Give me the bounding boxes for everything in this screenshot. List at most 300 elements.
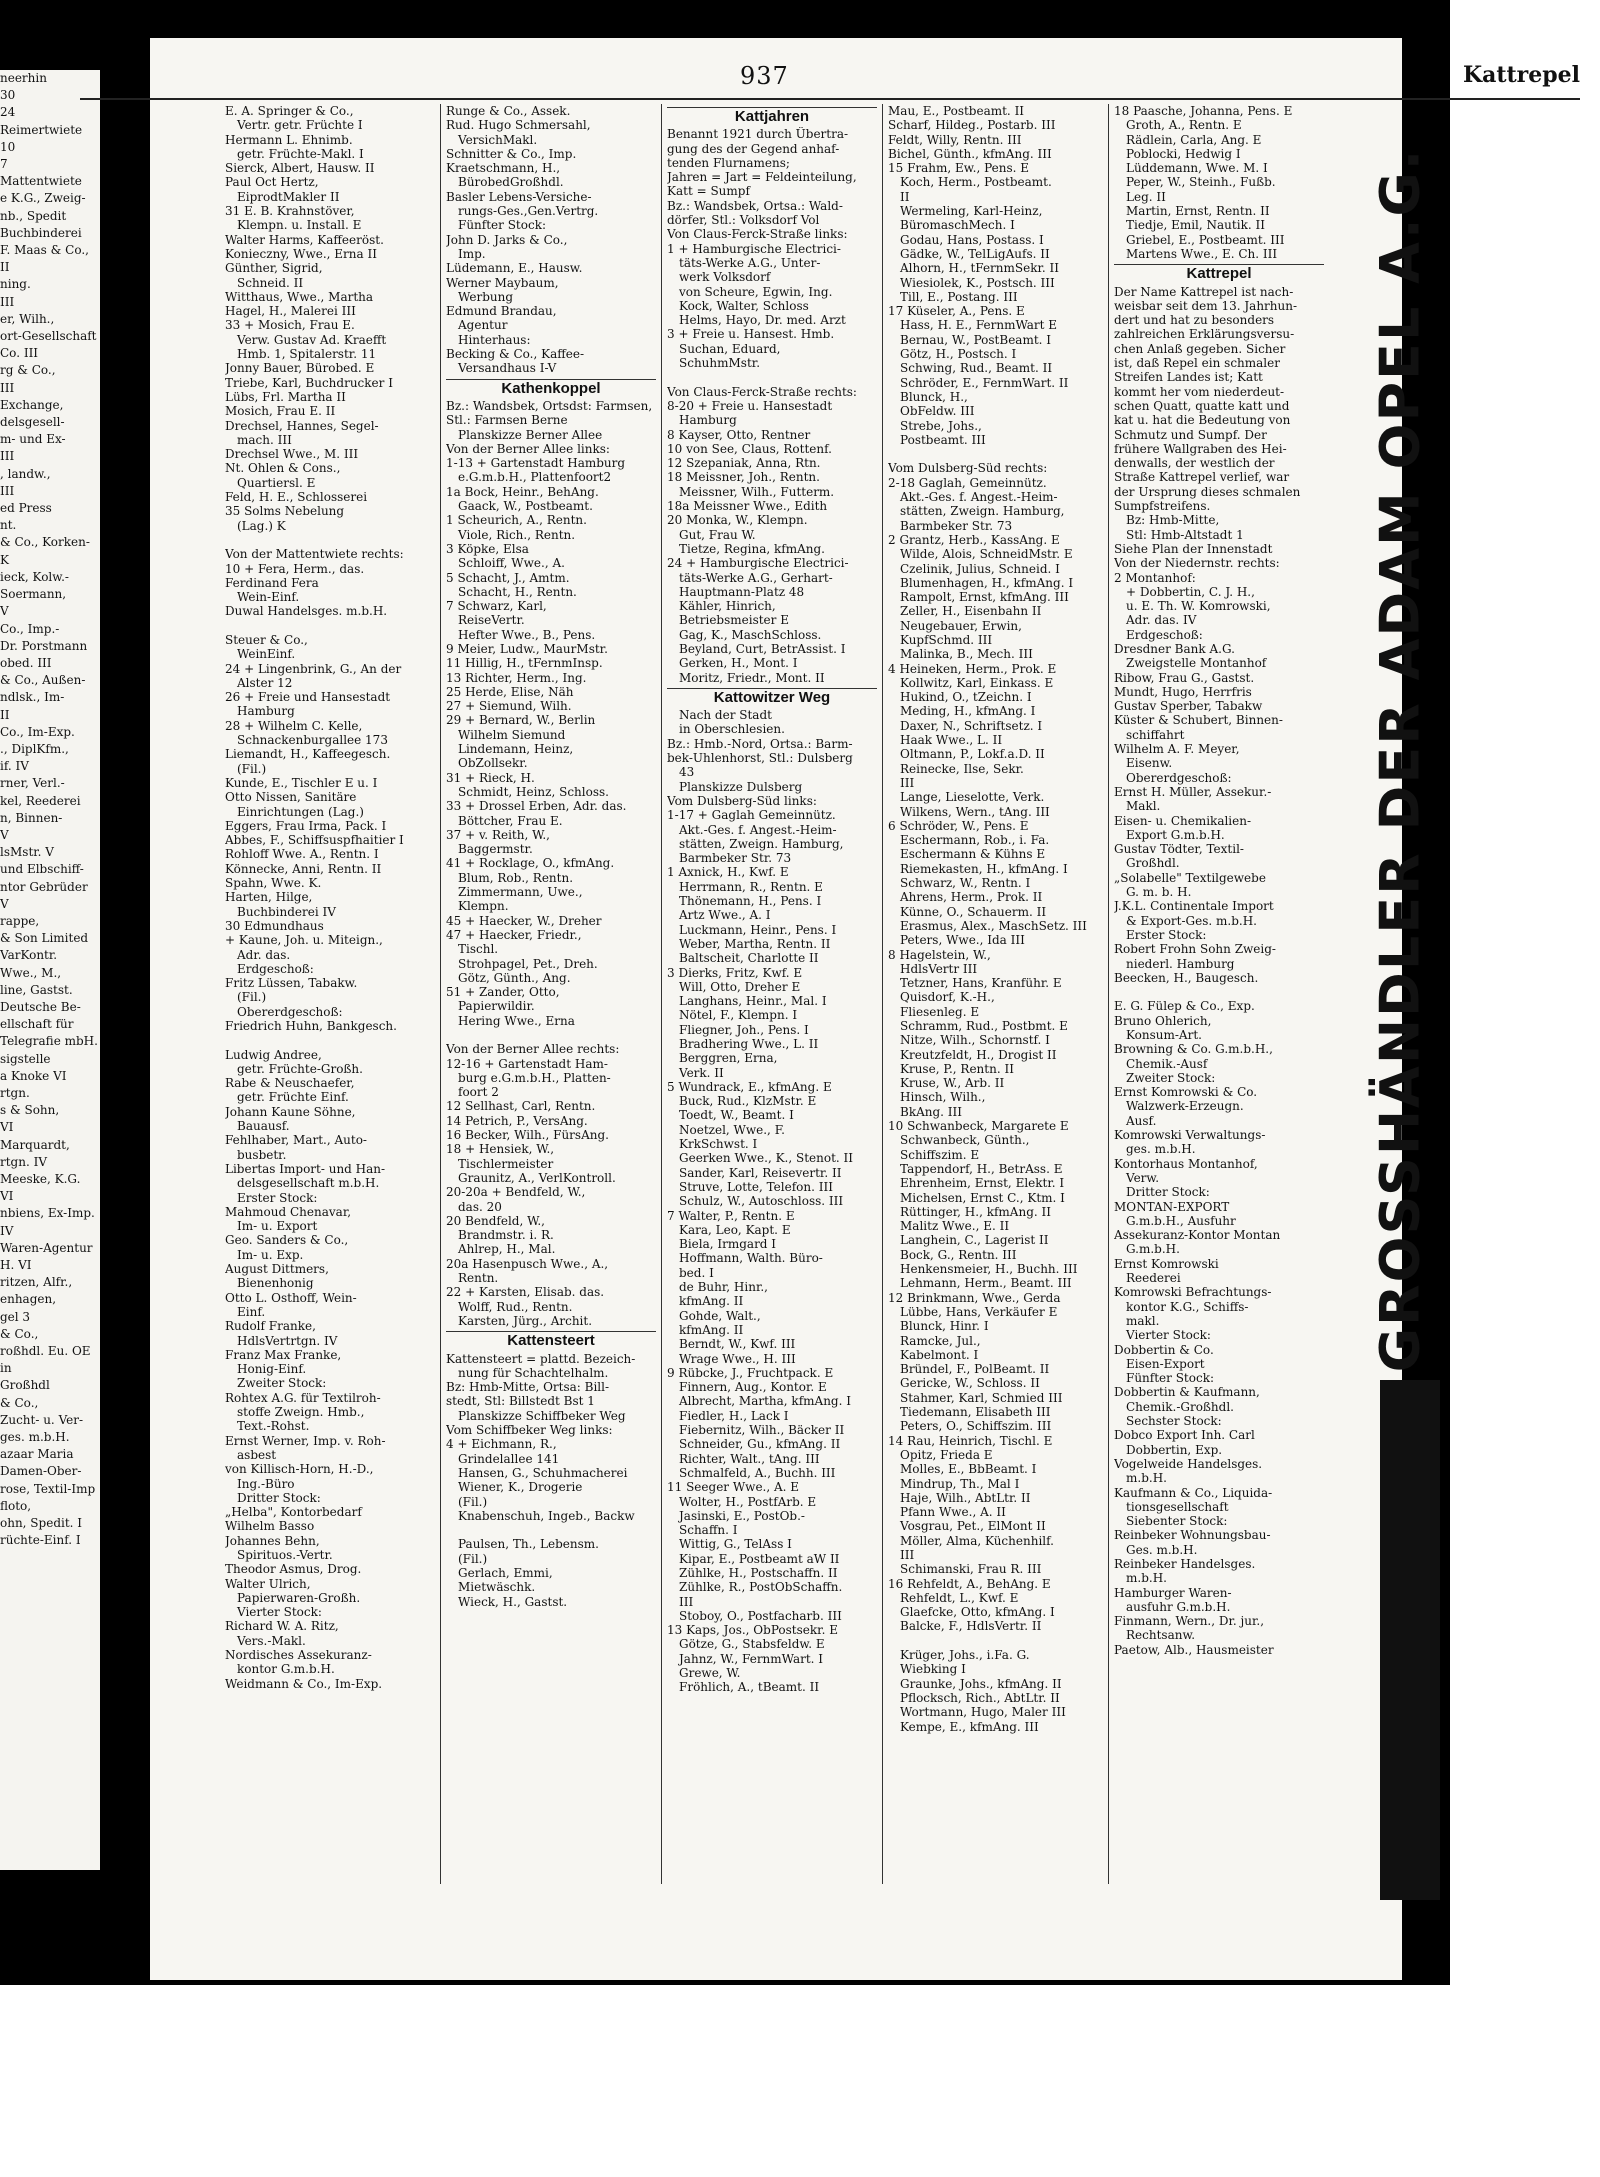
directory-entry: Hefter Wwe., B., Pens.	[446, 627, 596, 642]
directory-entry: u. E. Th. W. Komrowski,	[1114, 599, 1271, 614]
directory-entry: Gut, Frau W.	[667, 527, 756, 542]
directory-entry: Rentn.	[446, 1271, 499, 1286]
directory-entry: KupfSchmd. III	[888, 632, 993, 647]
directory-entry: Rohloff Wwe. A., Rentn. I	[225, 847, 379, 862]
directory-entry: 1 Scheurich, A., Rentn.	[446, 513, 587, 528]
directory-entry: Grewe, W.	[667, 1666, 741, 1681]
directory-entry: III	[888, 1547, 915, 1562]
directory-entry: Verw.	[1114, 1170, 1160, 1185]
directory-entry: Wermeling, Karl-Heinz,	[888, 204, 1043, 219]
directory-entry: SchuhmMstr.	[667, 356, 761, 371]
fragment-line: & Son Limited	[0, 931, 89, 946]
directory-entry: Klempn. u. Install. E	[225, 218, 362, 233]
directory-entry: Von Claus-Ferck-Straße rechts:	[667, 384, 857, 399]
fragment-line: und Elbschiff-	[0, 862, 84, 877]
directory-entry: Im- u. Export	[225, 1219, 318, 1234]
fragment-line: floto,	[0, 1498, 32, 1513]
directory-entry: stoffe Zweign. Hmb.,	[225, 1405, 365, 1420]
directory-entry: Noetzel, Wwe., F.	[667, 1122, 785, 1137]
directory-entry: (Fil.)	[225, 990, 267, 1005]
directory-entry: 16 Becker, Wilh., FürsAng.	[446, 1128, 609, 1143]
directory-entry: Lindemann, Heinz,	[446, 742, 574, 757]
directory-entry: Wiener, K., Drogerie	[446, 1480, 583, 1495]
directory-entry: Kähler, Hinrich,	[667, 599, 776, 614]
directory-entry: Henkensmeier, H., Buchh. III	[888, 1262, 1078, 1277]
directory-entry: Martens Wwe., E. Ch. III	[1114, 246, 1278, 261]
directory-entry: Robert Frohn Sohn Zweig-	[1114, 942, 1276, 957]
directory-entry: Bruno Ohlerich,	[1114, 1013, 1212, 1028]
directory-entry: Viole, Rich., Rentn.	[446, 527, 576, 542]
fragment-line: ohn, Spedit. I	[0, 1516, 83, 1531]
directory-entry: Erdgeschoß:	[225, 961, 314, 976]
directory-entry: III	[888, 775, 915, 790]
directory-entry: HdlsVertr III	[888, 961, 978, 976]
directory-entry: BüromaschMech. I	[888, 218, 1015, 233]
left-page-fragment	[0, 70, 100, 1870]
directory-entry: 12 Brinkmann, Wwe., Gerda	[888, 1290, 1061, 1305]
fragment-line: V	[0, 604, 9, 619]
directory-entry: Oltmann, P., Lokf.a.D. II	[888, 747, 1045, 762]
directory-entry: Zühlke, R., PostObSchaffn.	[667, 1580, 843, 1595]
directory-entry: Feldt, Willy, Rentn. III	[888, 132, 1022, 147]
directory-entry: Leg. II	[1114, 189, 1166, 204]
directory-entry: Otto Nissen, Sanitäre	[225, 790, 357, 805]
fragment-line: m- und Ex-	[0, 432, 66, 447]
directory-entry: stätten, Zweign. Hamburg,	[667, 836, 844, 851]
directory-entry: busbetr.	[225, 1147, 287, 1162]
fragment-line: II	[0, 707, 10, 722]
directory-entry: Adr. das. IV	[1114, 613, 1197, 628]
directory-entry: ges. m.b.H.	[1114, 1142, 1196, 1157]
directory-entry: BkAng. III	[888, 1104, 963, 1119]
directory-entry: 18 Meissner, Joh., Rentn.	[667, 470, 820, 485]
directory-entry: Vierter Stock:	[1114, 1328, 1211, 1343]
directory-entry: Kruse, P., Rentn. II	[888, 1061, 1014, 1076]
directory-entry: Eisen-Export	[1114, 1356, 1205, 1371]
directory-entry: Dobco Export Inh. Carl	[1114, 1428, 1255, 1443]
directory-entry: Einrichtungen (Lag.)	[225, 804, 364, 819]
street-heading: Kattjahren	[734, 108, 810, 125]
fragment-line: VI	[0, 1189, 14, 1204]
directory-entry: 1a Bock, Heinr., BehAng.	[446, 484, 599, 499]
directory-entry: Albrecht, Martha, kfmAng. I	[667, 1394, 851, 1409]
directory-entry: Vom Dulsberg-Süd links:	[667, 793, 817, 808]
directory-entry: Johannes Behn,	[225, 1533, 320, 1548]
directory-entry: Fröhlich, A., tBeamt. II	[667, 1680, 820, 1695]
directory-entry: Schnackenburgallee 173	[225, 733, 388, 748]
directory-entry: BürobedGroßhdl.	[446, 175, 564, 190]
directory-entry: Vom Schiffbeker Weg links:	[446, 1423, 613, 1438]
directory-entry: Gustav Tödter, Textil-	[1114, 842, 1244, 857]
directory-entry: 3 + Freie u. Hansest. Hmb.	[667, 327, 835, 342]
directory-entry: Stahmer, Karl, Schmied III	[888, 1390, 1063, 1405]
directory-entry: Libertas Import- und Han-	[225, 1161, 386, 1176]
directory-entry: Papierwildir.	[446, 999, 535, 1014]
directory-entry: Will, Otto, Dreher E	[667, 979, 801, 994]
directory-entry: VersichMakl.	[446, 132, 538, 147]
fragment-line: roßhdl. Eu. OE	[0, 1344, 91, 1359]
directory-entry: Bock, G., Rentn. III	[888, 1247, 1017, 1262]
directory-entry: Schneider, Gu., kfmAng. II	[667, 1437, 841, 1452]
directory-entry: EiprodtMakler II	[225, 189, 340, 204]
directory-entry: de Buhr, Hinr.,	[667, 1280, 768, 1295]
directory-entry: Helms, Hayo, Dr. med. Arzt	[667, 313, 846, 328]
directory-entry: Bernau, W., PostBeamt. I	[888, 332, 1052, 347]
directory-entry: Weber, Martha, Rentn. II	[667, 936, 831, 951]
directory-entry: 30 Edmundhaus	[225, 918, 324, 933]
directory-entry: Lübs, Frl. Martha II	[225, 389, 346, 404]
directory-entry: Wortmann, Hugo, Maler III	[888, 1705, 1066, 1720]
directory-entry: mach. III	[225, 432, 292, 447]
directory-entry: Hukind, O., tZeichn. I	[888, 690, 1032, 705]
fragment-line: Deutsche Be-	[0, 999, 81, 1014]
directory-entry: Vom Dulsberg-Süd rechts:	[888, 461, 1048, 476]
directory-entry: Kontorhaus Montanhof,	[1114, 1156, 1258, 1171]
directory-entry: Barmbeker Str. 73	[888, 518, 1013, 533]
directory-entry: Ernst Werner, Imp. v. Roh-	[225, 1433, 386, 1448]
directory-entry: Schwing, Rud., Beamt. II	[888, 361, 1053, 376]
directory-entry: + Dobbertin, C. J. H.,	[1114, 584, 1255, 599]
directory-entry: 16 Rehfeldt, A., BehAng. E	[888, 1576, 1051, 1591]
directory-entry: Bz: Hmb-Mitte, Ortsa: Bill-	[446, 1380, 610, 1395]
directory-entry: G.m.b.H., Ausfuhr	[1114, 1213, 1236, 1228]
fragment-line: VarKontr.	[0, 948, 58, 963]
directory-entry: Richard W. A. Ritz,	[225, 1619, 339, 1634]
directory-entry: Kaufmann & Co., Liquida-	[1114, 1485, 1273, 1500]
directory-entry: Küster & Schubert, Binnen-	[1114, 713, 1283, 728]
fragment-line: enhagen,	[0, 1292, 57, 1307]
fragment-line: kel, Reederei	[0, 793, 81, 808]
directory-entry: 20 Monka, W., Klempn.	[667, 513, 808, 528]
column-5	[1114, 104, 1324, 1884]
directory-entry: (Fil.)	[446, 1494, 488, 1509]
directory-entry: 1-17 + Gaglah Gemeinnütz.	[667, 808, 836, 823]
directory-entry	[667, 370, 877, 384]
directory-entry: Vers.-Makl.	[225, 1633, 306, 1648]
directory-entry: Hass, H. E., FernmWart E	[888, 318, 1058, 333]
directory-entry: Godau, Hans, Postass. I	[888, 232, 1044, 247]
directory-entry: Wieck, H., Gastst.	[446, 1594, 568, 1609]
directory-entry: Suchan, Eduard,	[667, 341, 781, 356]
directory-entry: Vertr. getr. Früchte I	[225, 118, 363, 133]
directory-entry: Neugebauer, Erwin,	[888, 618, 1022, 633]
directory-entry: ausfuhr G.m.b.H.	[1114, 1599, 1231, 1614]
directory-entry: Götz, Günth., Ang.	[446, 970, 571, 985]
directory-entry: Dobbertin, Exp.	[1114, 1442, 1223, 1457]
directory-entry: Drechsel Wwe., M. III	[225, 447, 359, 462]
directory-entry: Fritz Lüssen, Tabakw.	[225, 976, 358, 991]
fragment-line: a Knoke VI	[0, 1068, 67, 1083]
fragment-line: 10	[0, 139, 16, 154]
directory-entry: 2-18 Gaglah, Gemeinnütz.	[888, 475, 1047, 490]
directory-entry: Browning & Co. G.m.b.H.,	[1114, 1042, 1273, 1057]
fragment-line: III	[0, 449, 15, 464]
directory-entry: Hering Wwe., Erna	[446, 1013, 575, 1028]
directory-entry: Berggren, Erna,	[667, 1051, 778, 1066]
fragment-line: in	[0, 1361, 12, 1376]
directory-entry: Kreutzfeldt, H., Drogist II	[888, 1047, 1057, 1062]
directory-entry: Werbung	[446, 289, 514, 304]
directory-entry: Fiebernitz, Wilh., Bäcker II	[667, 1423, 845, 1438]
directory-entry: Molles, E., BbBeamt. I	[888, 1462, 1037, 1477]
directory-entry: Verw. Gustav Ad. Kraefft	[225, 332, 387, 347]
directory-entry: 20-20a + Bendfeld, W.,	[446, 1185, 586, 1200]
fragment-line: V	[0, 896, 9, 911]
directory-entry: Gag, K., MaschSchloss.	[667, 627, 822, 642]
directory-entry: 4 + Eichmann, R.,	[446, 1437, 557, 1452]
directory-entry: Baggermstr.	[446, 842, 533, 857]
directory-entry: Zweiter Stock:	[225, 1376, 327, 1391]
fragment-line: ntor Gebrüder	[0, 879, 88, 894]
directory-entry: Jahren = Jart = Feldeinteilung,	[667, 170, 857, 185]
directory-entry: 45 + Haecker, W., Dreher	[446, 913, 602, 928]
fragment-line: rtgn. IV	[0, 1154, 48, 1169]
directory-entry: Meding, H., kfmAng. I	[888, 704, 1036, 719]
fragment-line: ., DiplKfm.,	[0, 741, 69, 756]
street-heading: Kattowitzer Weg	[713, 688, 831, 706]
fragment-line: s & Sohn,	[0, 1103, 60, 1118]
directory-entry: kfmAng. II	[667, 1294, 744, 1309]
fragment-line: Reimertwiete	[0, 122, 83, 137]
directory-entry: Balcke, F., HdlsVertr. II	[888, 1619, 1042, 1634]
directory-entry: Groth, A., Rentn. E	[1114, 118, 1242, 133]
directory-entry: KrkSchwst. I	[667, 1137, 758, 1152]
directory-entry: Ahlrep, H., Mal.	[446, 1242, 556, 1257]
directory-entry: 11 Hillig, H., tFernmInsp.	[446, 656, 603, 671]
directory-entry: Von der Berner Allee rechts:	[446, 1042, 620, 1057]
directory-entry: getr. Früchte-Großh.	[225, 1061, 363, 1076]
directory-entry: 31 + Rieck, H.	[446, 770, 535, 785]
fragment-line: Mattentwiete	[0, 174, 82, 189]
directory-entry: Blunck, Hinr. I	[888, 1319, 989, 1334]
fragment-line: obed. III	[0, 655, 52, 670]
directory-entry: Ernst Komrowski & Co.	[1114, 1085, 1258, 1100]
directory-entry: Luckmann, Heinr., Pens. I	[667, 922, 837, 937]
directory-entry: Rud. Hugo Schmersahl,	[446, 118, 591, 133]
directory-entry: Akt.-Ges. f. Angest.-Heim-	[667, 822, 837, 837]
directory-entry: Assekuranz-Kontor Montan	[1114, 1228, 1281, 1243]
directory-entry: Obererdgeschoß:	[225, 1004, 343, 1019]
directory-entry: tionsgesellschaft	[1114, 1499, 1229, 1514]
directory-entry: Peper, W., Steinh., Fußb.	[1114, 175, 1276, 190]
directory-entry: Strebe, Johs.,	[888, 418, 982, 433]
directory-entry: 10 Schwanbeck, Margarete E	[888, 1119, 1069, 1134]
directory-entry: Rudolf Franke,	[225, 1319, 316, 1334]
directory-entry: Finnern, Aug., Kontor. E	[667, 1380, 827, 1395]
directory-entry: kfmAng. II	[667, 1322, 744, 1337]
directory-entry: Tappendorf, H., BetrAss. E	[888, 1161, 1063, 1176]
directory-entry: Haak Wwe., L. II	[888, 733, 1003, 748]
directory-entry: Künne, O., Schauerm. II	[888, 904, 1047, 919]
directory-entry: Vogelweide Handelsges.	[1114, 1456, 1263, 1471]
directory-entry: 47 + Haecker, Friedr.,	[446, 927, 582, 942]
fragment-line: sigstelle	[0, 1051, 51, 1066]
directory-entry: Hoffmann, Walth. Büro-	[667, 1251, 823, 1266]
directory-entry: Beecken, H., Baugesch.	[1114, 970, 1259, 985]
directory-entry: Verk. II	[667, 1065, 724, 1080]
directory-entry: kontor K.G., Schiffs-	[1114, 1299, 1249, 1314]
fragment-line: ning.	[0, 277, 31, 292]
fragment-line: Exchange,	[0, 397, 64, 412]
directory-entry: Postbeamt. III	[888, 432, 986, 447]
directory-entry: Von der Mattentwiete rechts:	[225, 547, 404, 562]
directory-entry: Ernst H. Müller, Assekur.-	[1114, 784, 1272, 799]
directory-entry: Paetow, Alb., Hausmeister	[1114, 1642, 1274, 1657]
directory-entry: Bienenhonig	[225, 1276, 314, 1291]
directory-entry: Dritter Stock:	[225, 1490, 321, 1505]
directory-entry: Nitze, Wilh., Schornstf. I	[888, 1033, 1050, 1048]
directory-entry: Schmutz und Sumpf. Der	[1114, 427, 1267, 442]
directory-entry: Schimanski, Frau R. III	[888, 1562, 1042, 1577]
directory-entry: Ramcke, Jul.,	[888, 1333, 981, 1348]
fragment-line: & Co., Außen-	[0, 673, 86, 688]
directory-entry: Bz.: Wandsbek, Ortsa.: Wald-	[667, 198, 843, 213]
fragment-line: ndlsk., Im-	[0, 690, 65, 705]
directory-entry: Mundt, Hugo, Herrfris	[1114, 684, 1252, 699]
fragment-line: Co., Im-Exp.	[0, 724, 75, 739]
directory-entry: Dritter Stock:	[1114, 1185, 1210, 1200]
directory-entry: Von Claus-Ferck-Straße links:	[667, 227, 848, 242]
directory-entry: bek-Uhlenhorst, Stl.: Dulsberg	[667, 751, 853, 766]
fragment-line: Telegrafie mbH.	[0, 1034, 98, 1049]
directory-entry: Hinterhaus:	[446, 332, 531, 347]
directory-entry: niederl. Hamburg	[1114, 956, 1235, 971]
directory-entry: 12 Sellhast, Carl, Rentn.	[446, 1099, 596, 1114]
directory-entry: Planskizze Berner Allee	[446, 427, 603, 442]
directory-entry: Knabenschuh, Ingeb., Backw	[446, 1508, 635, 1523]
directory-entry: Michelsen, Ernst C., Ktm. I	[888, 1190, 1065, 1205]
directory-entry: E. A. Springer & Co.,	[225, 104, 354, 118]
directory-entry: Eschermann & Kühns E	[888, 847, 1046, 862]
directory-entry: MONTAN-EXPORT	[1114, 1199, 1230, 1214]
fragment-line: n, Binnen-	[0, 810, 63, 825]
directory-entry: Becking & Co., Kaffee-	[446, 347, 585, 362]
directory-entry: Ernst Komrowski	[1114, 1256, 1219, 1271]
directory-entry: dert und hat zu besonders	[1114, 313, 1275, 328]
directory-entry: 8-20 + Freie u. Hansestadt	[667, 398, 833, 413]
directory-entry: Schacht, H., Rentn.	[446, 584, 577, 599]
fragment-line: III	[0, 380, 15, 395]
directory-entry: Opitz, Frieda E	[888, 1447, 993, 1462]
directory-entry: Reinecke, Ilse, Sekr.	[888, 761, 1024, 776]
directory-entry: weisbar seit dem 13. Jahrhun-	[1114, 298, 1298, 313]
directory-entry: 33 + Drossel Erben, Adr. das.	[446, 799, 627, 814]
directory-entry: ObFeldw. III	[888, 404, 975, 419]
directory-entry: Bründel, F., PolBeamt. II	[888, 1362, 1050, 1377]
directory-entry: Dobbertin & Kaufmann,	[1114, 1385, 1260, 1400]
directory-entry: Pflocksch, Rich., AbtLtr. II	[888, 1690, 1060, 1705]
column-divider	[1108, 104, 1109, 1884]
directory-entry: Kabelmont. I	[888, 1347, 979, 1362]
directory-entry: Drechsel, Hannes, Segel-	[225, 418, 379, 433]
directory-entry: Nt. Ohlen & Cons.,	[225, 461, 341, 476]
directory-entry: Brandmstr. i. R.	[446, 1228, 554, 1243]
directory-entry: Gerken, H., Mont. I	[667, 656, 798, 671]
directory-entry	[888, 1634, 1103, 1648]
directory-entry: Hamburg	[225, 704, 295, 719]
fragment-line: III	[0, 483, 15, 498]
directory-entry: Bauausf.	[225, 1119, 290, 1134]
directory-entry: Sander, Karl, Reisevertr. II	[667, 1165, 842, 1180]
directory-entry	[446, 1028, 656, 1042]
directory-entry: Schaffn. I	[667, 1523, 738, 1538]
directory-entry: Hansen, G., Schuhmacherei	[446, 1465, 628, 1480]
directory-entry: 6 Schröder, W., Pens. E	[888, 818, 1029, 833]
directory-entry: Schnitter & Co., Imp.	[446, 146, 577, 161]
directory-entry: Bz: Hmb-Mitte,	[1114, 513, 1220, 528]
directory-entry: Peters, Wwe., Ida III	[888, 933, 1025, 948]
directory-entry: Von der Berner Allee links:	[446, 441, 610, 456]
directory-entry: 1-13 + Gartenstadt Hamburg	[446, 456, 626, 471]
directory-entry: Gerlach, Emmi,	[446, 1565, 553, 1580]
directory-entry: Hagel, H., Malerei III	[225, 304, 356, 319]
directory-entry: Paul Oct Hertz,	[225, 175, 319, 190]
directory-entry: Mosich, Frau E. II	[225, 404, 336, 419]
directory-entry: 31 E. B. Krahnstöver,	[225, 204, 355, 219]
directory-entry: Harten, Hilge,	[225, 890, 313, 905]
column-divider	[440, 104, 441, 1884]
directory-entry: in Oberschlesien.	[667, 722, 785, 737]
column-3	[667, 104, 877, 1884]
directory-entry: werk Volksdorf	[667, 270, 771, 285]
directory-entry: Wein-Einf.	[225, 590, 300, 605]
fragment-line: rg & Co.,	[0, 363, 56, 378]
fragment-line: H. VI	[0, 1258, 32, 1273]
directory-entry: Stl: Hmb-Altstadt 1	[1114, 527, 1244, 542]
directory-entry: Reederei	[1114, 1271, 1181, 1286]
directory-entry: Poblocki, Hedwig I	[1114, 146, 1241, 161]
directory-entry: Honig-Einf.	[225, 1362, 307, 1377]
fragment-line: & Co.,	[0, 1326, 39, 1341]
directory-entry: Duwal Handelsges. m.b.H.	[225, 604, 388, 619]
directory-entry: Basler Lebens-Versiche-	[446, 189, 592, 204]
directory-entry: Schiffszim. E	[888, 1147, 980, 1162]
directory-entry: Mindrup, Th., Mal I	[888, 1476, 1020, 1491]
directory-entry: Rädlein, Carla, Ang. E	[1114, 132, 1262, 147]
directory-entry: Von der Niedernstr. rechts:	[1114, 556, 1280, 571]
directory-entry: 29 + Bernard, W., Berlin	[446, 713, 596, 728]
directory-entry: Schwanbeck, Günth.,	[888, 1133, 1030, 1148]
directory-entry: 5 Schacht, J., Amtm.	[446, 570, 570, 585]
directory-entry: Bz.: Hmb.-Nord, Ortsa.: Barm-	[667, 736, 853, 751]
fragment-line: neerhin	[0, 71, 47, 85]
directory-entry: Wilde, Alois, SchneidMstr. E	[888, 547, 1073, 562]
fragment-line: nt.	[0, 518, 17, 533]
fragment-line: Soermann,	[0, 587, 67, 602]
directory-entry: 13 Kaps, Jos., ObPostsekr. E	[667, 1623, 838, 1638]
directory-entry: Zeller, H., Eisenbahn II	[888, 604, 1042, 619]
directory-entry: Dobbertin & Co.	[1114, 1342, 1214, 1357]
directory-entry: stätten, Zweign. Hamburg,	[888, 504, 1065, 519]
directory-entry: Baltscheit, Charlotte II	[667, 951, 819, 966]
directory-entry: Nötel, F., Klempn. I	[667, 1008, 798, 1023]
directory-entry: 4 Heineken, Herm., Prok. E	[888, 661, 1057, 676]
directory-entry: 2 Montanhof:	[1114, 570, 1196, 585]
bleed-bar	[1380, 1380, 1440, 1900]
directory-entry: Kipar, E., Postbeamt aW II	[667, 1551, 840, 1566]
directory-entry: Meissner, Wilh., Futterm.	[667, 484, 835, 499]
directory-entry: Könnecke, Anni, Rentn. II	[225, 861, 382, 876]
directory-entry: 8 Kayser, Otto, Rentner	[667, 427, 811, 442]
directory-entry: Scharf, Hildeg., Postarb. III	[888, 118, 1056, 133]
directory-entry: Gericke, W., Schloss. II	[888, 1376, 1040, 1391]
directory-entry: 1 Axnick, H., Kwf. E	[667, 865, 789, 880]
directory-entry: foort 2	[446, 1085, 499, 1100]
directory-entry: Buchbinderei IV	[225, 904, 336, 919]
directory-entry: 33 + Mosich, Frau E.	[225, 318, 355, 333]
directory-entry: Friedrich Huhn, Bankgesch.	[225, 1019, 397, 1033]
directory-entry	[225, 533, 435, 547]
